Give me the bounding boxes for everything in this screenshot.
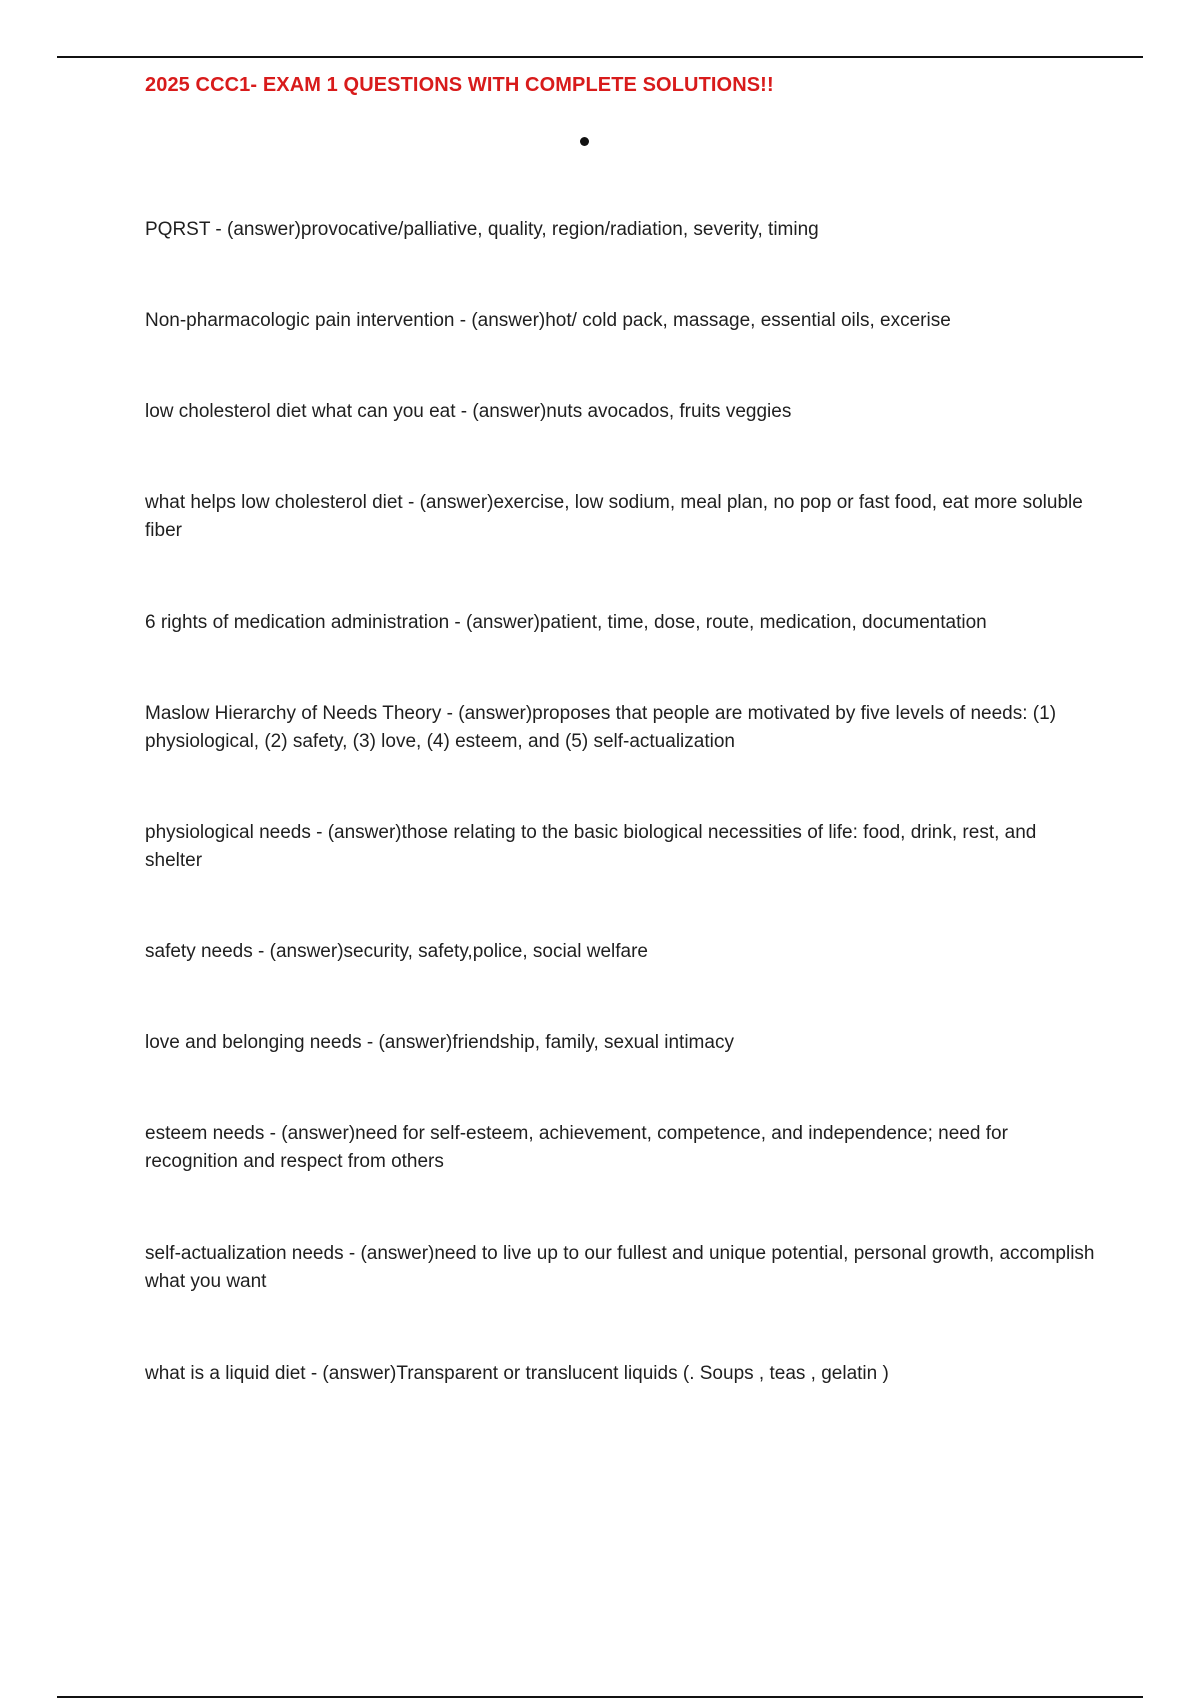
qa-entry-low-cholesterol-eat: low cholesterol diet what can you eat - (answer)nuts avocados, fruits veggies — [145, 401, 792, 422]
bottom-divider — [57, 1696, 1143, 1698]
top-divider — [57, 56, 1143, 58]
qa-entry-liquid-diet: what is a liquid diet - (answer)Transparent or translucent liquids (. Soups , teas , gelatin ) — [145, 1363, 889, 1384]
document-title: 2025 CCC1- EXAM 1 QUESTIONS WITH COMPLETE SOLUTIONS!! — [145, 74, 774, 96]
bullet-icon — [580, 137, 589, 146]
qa-entry-physiological-needs: physiological needs - (answer)those relating to the basic biological necessities of life: food, drink, rest, and shelter — [145, 822, 1037, 871]
qa-entry-esteem-needs: esteem needs - (answer)need for self-esteem, achievement, competence, and independence; need for recognition and respect from others — [145, 1123, 1008, 1172]
qa-entry-medication-rights: 6 rights of medication administration - (answer)patient, time, dose, route, medication, documentation — [145, 612, 987, 633]
qa-entry-safety-needs: safety needs - (answer)security, safety,police, social welfare — [145, 941, 648, 962]
qa-entry-self-actualization-needs: self-actualization needs - (answer)need to live up to our fullest and unique potential, personal growth, accomplish what you want — [145, 1243, 1095, 1292]
qa-entry-maslow-theory: Maslow Hierarchy of Needs Theory - (answer)proposes that people are motivated by five levels of needs: (1) physiological, (2) safety, (3) love, (4) esteem, and (5) self-actualization — [145, 703, 1057, 752]
qa-entry-love-belonging-needs: love and belonging needs - (answer)friendship, family, sexual intimacy — [145, 1032, 734, 1053]
qa-entry-low-cholesterol-helps: what helps low cholesterol diet - (answer)exercise, low sodium, meal plan, no pop or fast food, eat more soluble fiber — [145, 492, 1083, 541]
qa-entry-pqrst: PQRST - (answer)provocative/palliative, quality, region/radiation, severity, timing — [145, 219, 819, 240]
qa-entry-nonpharm-pain: Non-pharmacologic pain intervention - (answer)hot/ cold pack, massage, essential oils, excerise — [145, 310, 951, 331]
